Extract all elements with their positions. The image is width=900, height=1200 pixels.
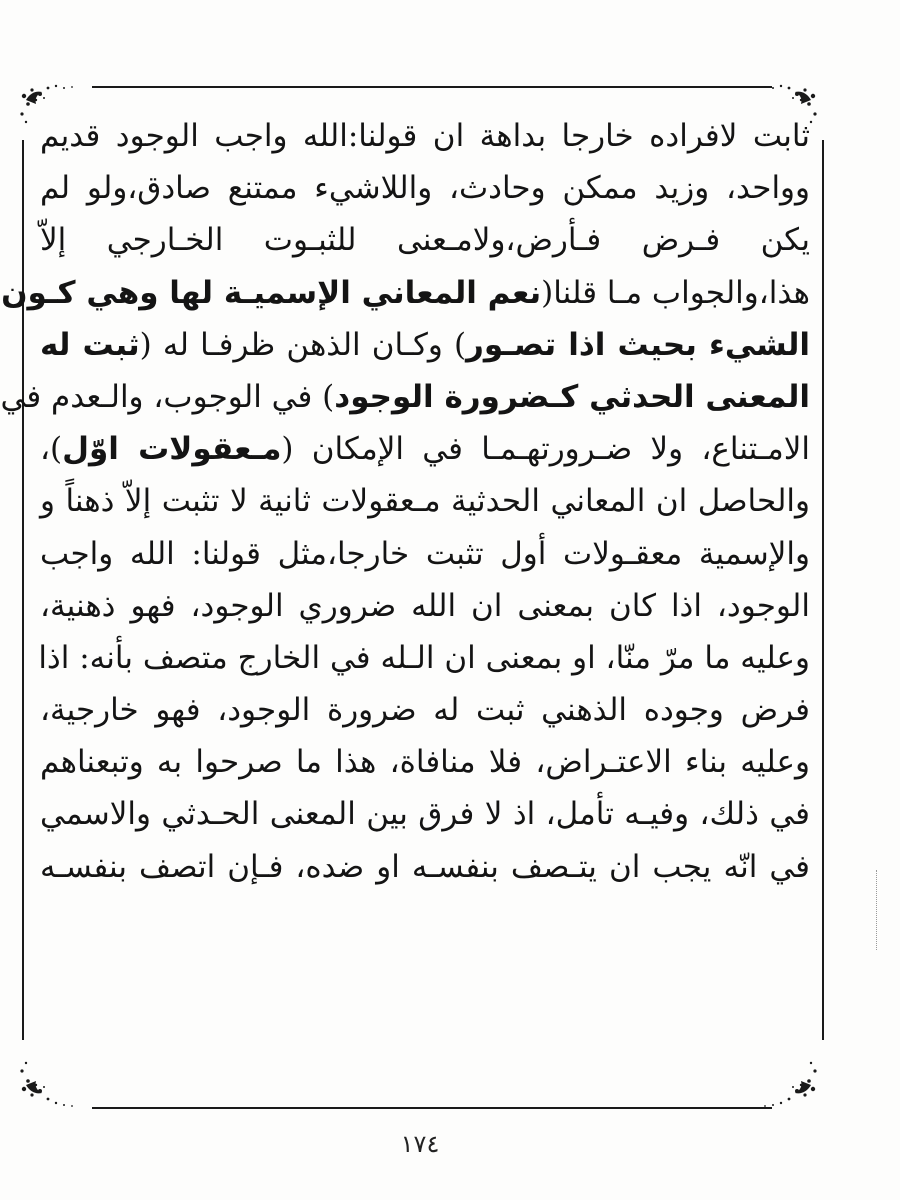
text-segment: هذا،والجواب مـا قلنا( [541,274,810,311]
text-line [1,267,810,319]
text-segment: في ذلك، وفيـه تأمل، اذ لا فرق بين المعنى الحـدثي والاسمي [40,796,810,833]
ornament-corner-bottom-left-icon [12,1055,92,1115]
text-line [40,423,810,475]
text-segment: ) وكـان الذهن ظرفـا له ( [139,326,467,363]
margin-scan-marks [876,870,880,950]
text-line [40,736,810,788]
text-line [40,214,810,266]
frame-bottom-border [92,1107,772,1109]
text-segment: الامـتناع، ولا ضـرورتهـمـا في الإمكان ( [281,431,811,468]
frame-top-border [92,86,772,88]
text-segment: وواحد، وزيد ممكن وحادث، واللاشيء ممتنع صادق،ولو لم [40,170,810,207]
text-line [40,319,810,371]
text-segment: ثابت لافراده خارجا بداهة ان قولنا:الله واجب الوجود قديم [40,118,810,154]
text-line [40,162,810,214]
text-line [40,632,810,684]
text-line [0,371,810,423]
text-segment: وعليه بناء الاعتـراض، فلا منافاة، هذا ما صرحوا به وتبعناهم [40,744,810,781]
text-line [40,580,810,632]
text-line [40,788,810,840]
text-line [40,110,810,162]
text-segment: يكن فـرض فـأرض،ولامـعنى للثبـوت الخـارجي إلاّ [40,222,810,259]
text-segment: الوجود، اذا كان بمعنى ان الله ضروري الوجود، فهو ذهنية، [40,587,810,624]
text-segment: والحاصل ان المعاني الحدثية مـعقولات ثانية لا تثبت إلاّ ذهناً و [40,483,810,520]
text-segment: والإسمية معقـولات أول تثبت خارجا،مثل قولنا: الله واجب [40,535,810,572]
bold-quote-segment: ثبت له [40,326,140,363]
bold-quote-segment: مـعقولات اوّل [62,431,282,468]
page-number: ١٧٤ [400,1130,440,1158]
text-line [40,475,810,527]
ornament-corner-bottom-right-icon [745,1055,825,1115]
body-text [0,110,811,1030]
text-segment: )، [40,431,63,468]
text-segment: ) في الوجوب، والـعدم في [0,378,335,415]
text-line [40,528,810,580]
text-line [40,841,810,893]
bold-quote-segment: الشيء بحيث اذا تصـور [466,326,810,363]
text-segment: في انّه يجب ان يتـصف بنفسـه او ضده، فـإن اتصف بنفسـه [40,848,810,885]
text-line [40,684,810,736]
text-segment: وعليه ما مرّ منّا، او بمعنى ان الـله في الخارج متصف بأنه: اذا [38,639,810,676]
frame-right-border [822,140,824,1040]
text-segment: فرض وجوده الذهني ثبت له ضرورة الوجود، فهو خارجية، [40,692,810,729]
bold-quote-segment: نعم المعاني الإسميـة لها وهي كـون [1,274,542,311]
bold-quote-segment: المعنى الحدثي كـضرورة الوجود [334,378,810,415]
